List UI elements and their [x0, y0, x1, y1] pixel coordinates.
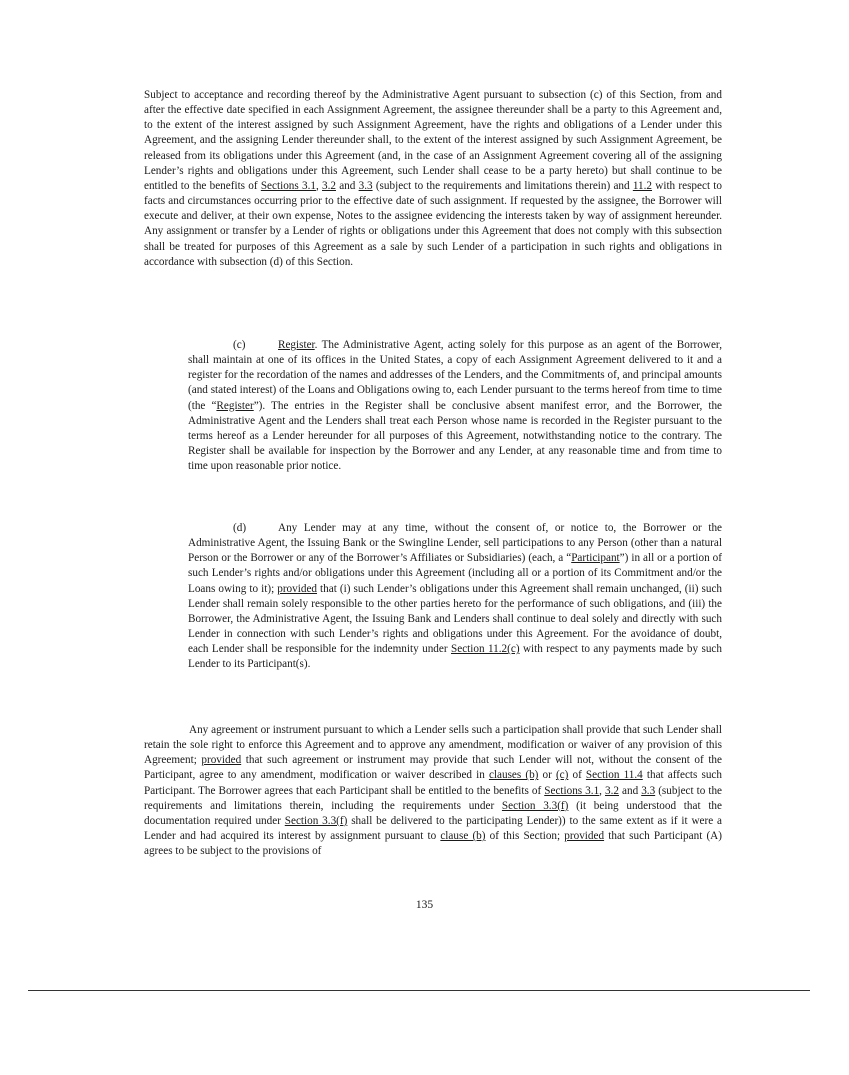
section-ref-3-3-f: Section 3.3(f) — [501, 799, 569, 812]
text: (subject to the requirements and limitations therein) and — [372, 179, 633, 192]
section-ref-3-1: Sections 3.1 — [544, 784, 600, 797]
text: Any agreement or instrument pursuant to which a Lender sells such a participation shall provide that such Lender shall retain the sole right to enforce this Agreement and to approve any amendment, modification or waiver of any provision of this Agreement; — [144, 724, 722, 767]
section-heading-register: Register — [278, 339, 315, 351]
defined-term-participant: Participant — [571, 552, 620, 565]
text: Any Lender may at any time, without the consent of, or notice to, the Borrower or the Administrative Agent, the Issuing Bank or the Swingline Lender, sell participations to any Person (other than a natural Person or the Borrower or any of the Borrower’s Affiliates or Subsidiaries) (each, a “ — [188, 522, 722, 565]
section-ref-3-2: 3.2 — [322, 179, 336, 192]
clause-label-d: (d) — [233, 522, 247, 534]
paragraph-register — [188, 338, 722, 474]
section-ref-11-2-c: Section 11.2(c) — [451, 643, 520, 656]
text: Subject to acceptance and recording thereof by the Administrative Agent pursuant to subsection (c) of this Section, from and after the effective date specified in each Assignment Agreement, the assignee thereunder shall be a party to this Agreement and, to the extent of the interest assigned by such Assignment Agreement, have the rights and obligations of a Lender under this Agreement, and the assigning Lender thereunder shall, to the extent of the interest assigned by such Assignment Agreement, be released from its obligations under this Agreement (and, in the case of an Assignment Agreement covering all of the assigning Lender’s rights and obligations under this Agreement, such Lender shall cease to be a party hereto) but shall continue to be entitled to the benefits of — [144, 89, 722, 192]
clause-label-c: (c) — [233, 339, 246, 351]
section-ref-3-3: 3.3 — [641, 784, 656, 797]
section-ref-11-2: 11.2 — [632, 179, 653, 192]
defined-term-register: Register — [216, 399, 254, 412]
clause-ref-b: clause (b) — [440, 830, 486, 843]
text: , — [315, 179, 322, 192]
text: shall be delivered to the participating Lender)) to the same extent as if it were a Lender and had acquired its interest by assignment pursuant to — [144, 814, 723, 843]
section-ref-3-3: 3.3 — [358, 179, 373, 192]
text: ”) in all or a portion of such Lender’s rights and/or obligations under this Agreement (including all or a portion of its Commitment and/or the Loans owing to it); — [188, 552, 722, 595]
section-ref-3-2: 3.2 — [605, 784, 619, 797]
proviso: provided — [201, 754, 242, 767]
section-ref-11-4: Section 11.4 — [585, 769, 643, 782]
proviso: provided — [564, 830, 605, 843]
text: of — [568, 769, 586, 782]
text: (subject to the requirements and limitations therein, including the requirements under — [144, 784, 723, 812]
text: that such agreement or instrument may provide that such Lender will not, without the consent of the Participant, agree to any amendment, modification or waiver described in — [144, 754, 722, 782]
text: that affects such Participant. The Borrower agrees that each Participant shall be entitled to the benefits of — [144, 769, 722, 797]
page-number: 135 — [415, 899, 434, 911]
clause-ref-b: clauses (b) — [488, 769, 539, 782]
text: with respect to facts and circumstances occurring prior to the effective date of such assignment. If requested by the assignee, the Borrower will execute and deliver, at their own expense, Notes to the assignee evidencing the interests taken by way of assignment hereunder. Any assignment or transfer by a Lender of rights or obligations under this Agreement that does not comply with this subsection shall be treated for purposes of this Agreement as a sale by such Lender of a participation in such rights and obligations in accordance with subsection (d) of this Section. — [144, 179, 722, 268]
text: , — [599, 784, 605, 797]
paragraph-assignment-effect — [144, 88, 722, 270]
text: and — [335, 179, 359, 192]
text: or — [538, 769, 556, 782]
footer-divider — [28, 990, 810, 991]
section-ref-3-3-f: Section 3.3(f) — [284, 814, 348, 827]
section-ref-3-1: Sections 3.1 — [260, 179, 316, 192]
text: of this Section; — [485, 830, 565, 843]
clause-ref-c: (c) — [555, 769, 569, 782]
text: . The Administrative Agent, acting solely for this purpose as an agent of the Borrower, shall maintain at one of its offices in the United States, a copy of each Assignment Agreement delivered to it and a register for the recordation of the names and addresses of the Lenders, and the Commitments of, and principal amounts (and stated interest) of the Loans and Obligations owing to, each Lender pursuant to the terms hereof from time to time (the “ — [188, 339, 722, 412]
text: with respect to any payments made by such Lender to its Participant(s). — [188, 643, 722, 671]
text: and — [618, 784, 642, 797]
text: ”). The entries in the Register shall be conclusive absent manifest error, and the Borrower, the Administrative Agent and the Lenders shall treat each Person whose name is recorded in the Register pursuant to the terms hereof as a Lender hereunder for all purposes of this Agreement, notwithstanding notice to the contrary. The Register shall be available for inspection by the Borrower and any Lender, at any reasonable time and from time to time upon reasonable prior notice. — [188, 399, 723, 473]
text: that (i) such Lender’s obligations under this Agreement shall remain unchanged, (ii) such Lender shall remain solely responsible to the other parties hereto for the performance of such obligations, and (iii) the Borrower, the Administrative Agent, the Issuing Bank and Lenders shall continue to deal solely and directly with such Lender in connection with such Lender’s rights and obligations under this Agreement. For the avoidance of doubt, each Lender shall be responsible for the indemnity under — [188, 582, 722, 656]
paragraph-participations — [188, 521, 722, 673]
text: that such Participant (A) agrees to be subject to the provisions of — [144, 830, 722, 858]
paragraph-participation-agreements — [144, 723, 722, 859]
text: (it being understood that the documentation required under — [144, 799, 722, 827]
proviso: provided — [277, 582, 318, 595]
